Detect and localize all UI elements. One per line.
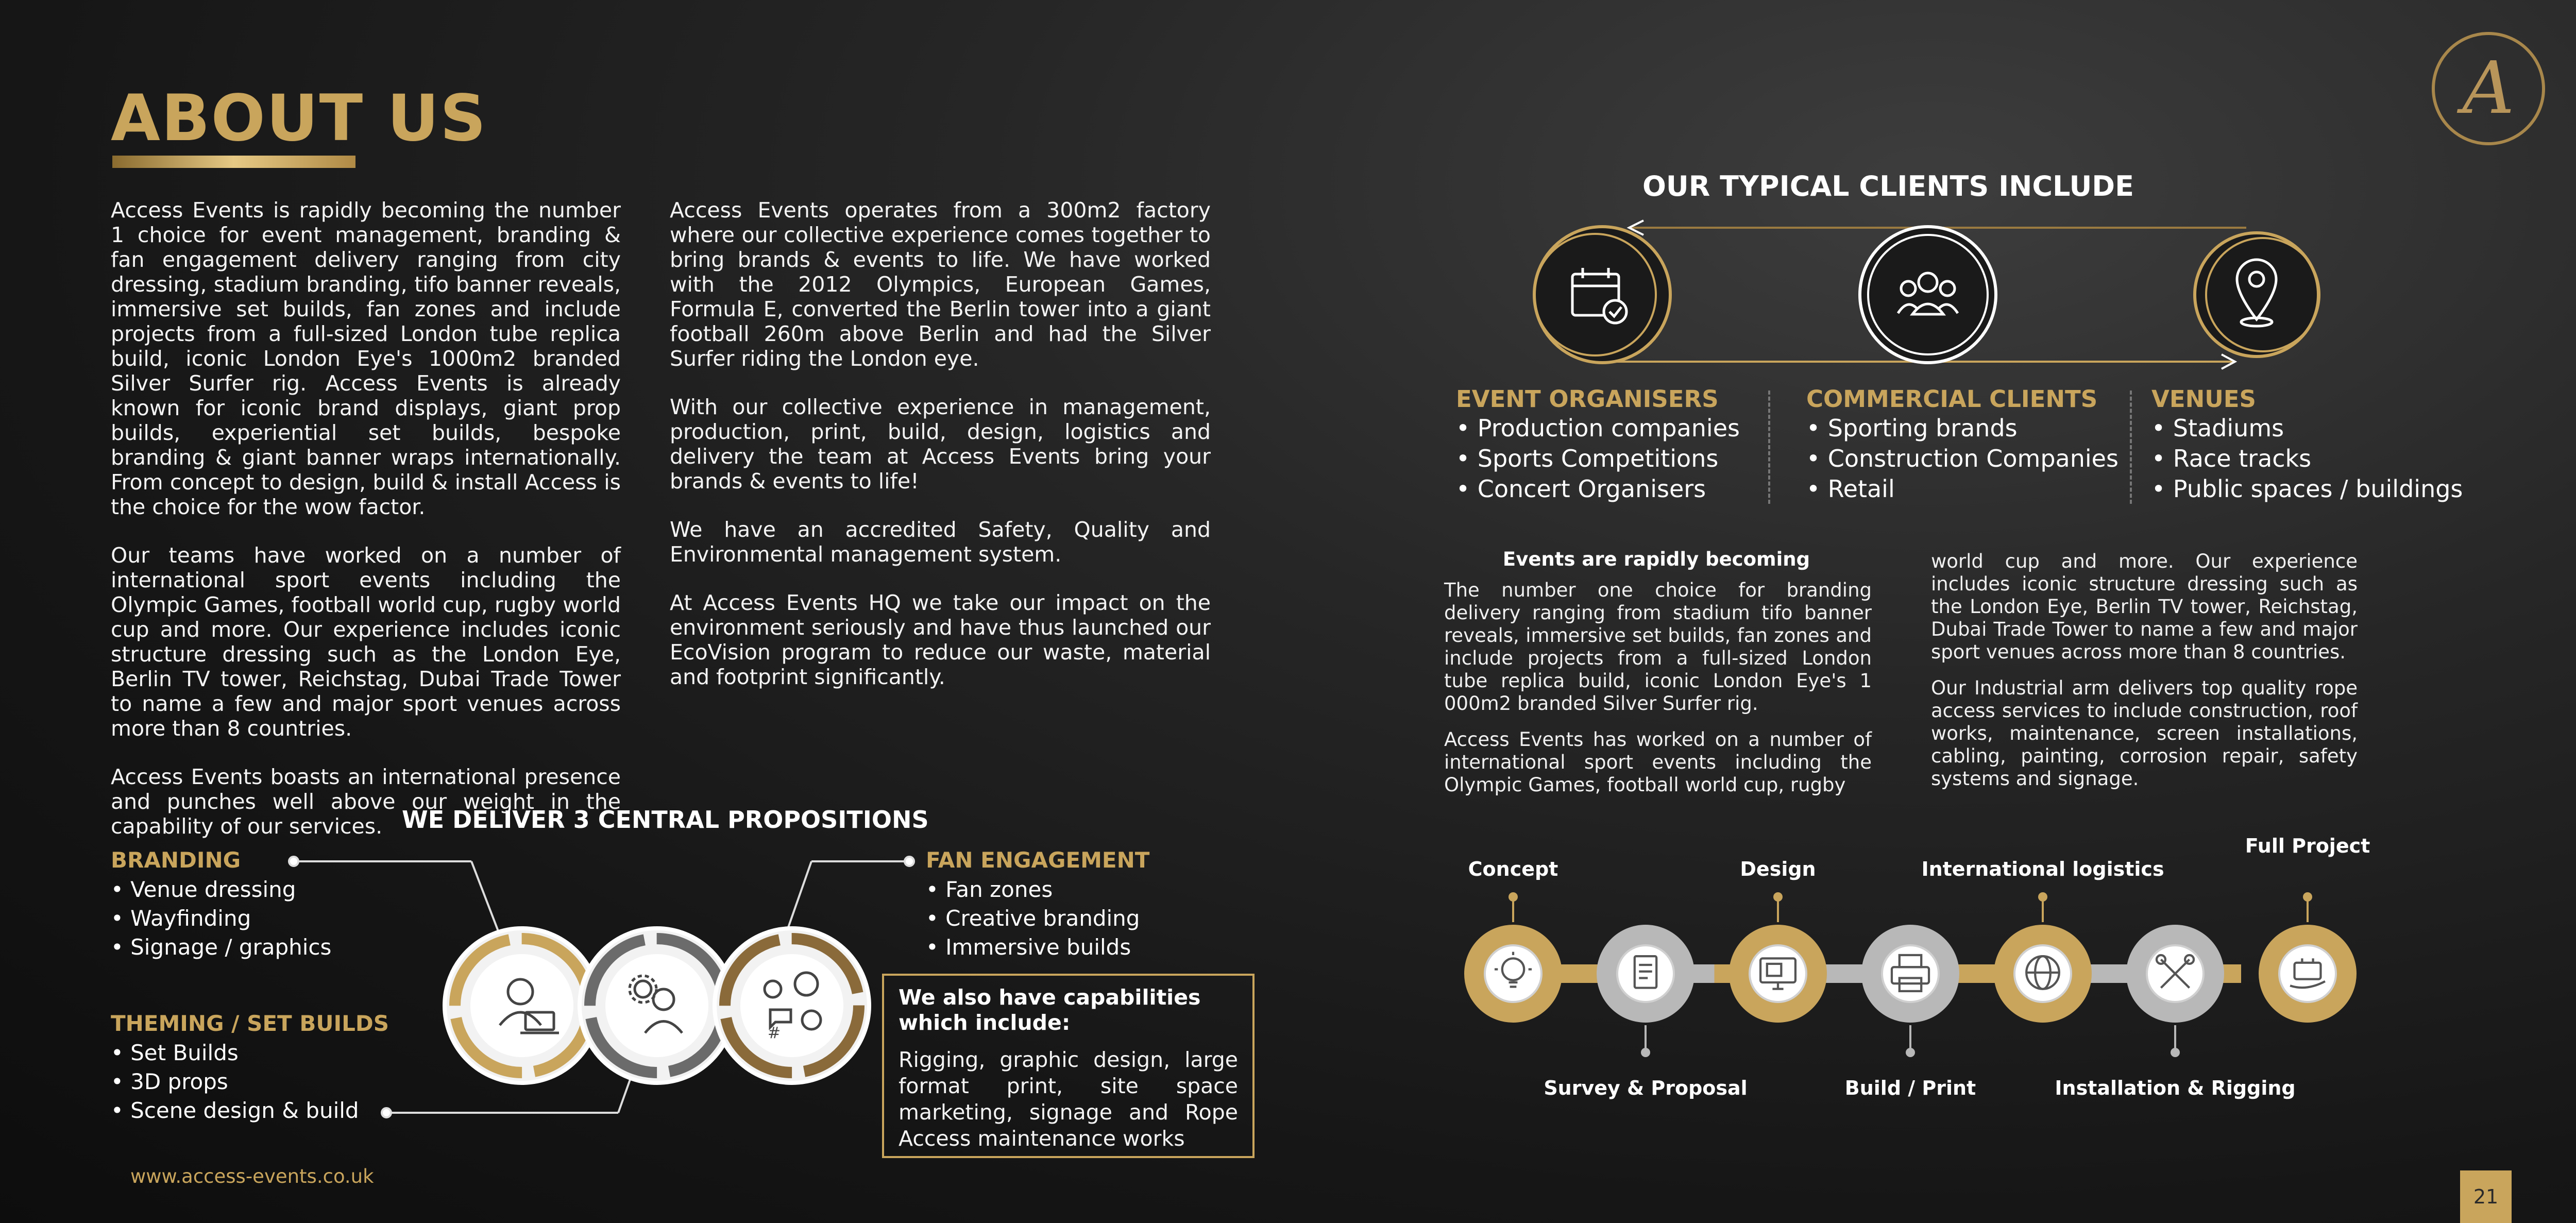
step-connector-dot	[1641, 1048, 1650, 1057]
group-divider	[2130, 390, 2132, 504]
globe-icon	[2015, 946, 2070, 1001]
process-step-label: Installation & Rigging	[2055, 1077, 2296, 1099]
step-connector-dot	[2171, 1048, 2180, 1057]
events-paragraph: Our Industrial arm delivers top quality rope access services to include construction, roof works, maintenance, screen installations, cabling, painting, corrosion repair, safety systems and signage.	[1931, 677, 2358, 790]
logo-letter: A	[2462, 46, 2515, 130]
group-heading: COMMERCIAL CLIENTS	[1806, 385, 2098, 413]
client-group-event-organisers	[1456, 385, 1765, 504]
capabilities-text: Rigging, graphic design, large format print, site space marketing, signage and Rope Access maintenance works	[899, 1047, 1238, 1151]
propositions-diagram	[278, 835, 948, 1133]
fan-engagement-block	[926, 847, 1261, 962]
about-paragraph: With our collective experience in management, production, print, build, design, logistics and delivery the team at Access Events bring your brands & events to life!	[670, 395, 1211, 494]
process-step-label: Build / Print	[1844, 1077, 1976, 1099]
branding-circle	[445, 928, 599, 1083]
step-connector	[1645, 1025, 1647, 1051]
list-item: • Stadiums	[2151, 413, 2471, 444]
list-item: • Construction Companies	[1806, 444, 2126, 474]
list-item: • Immersive builds	[926, 933, 1261, 962]
about-paragraph: Access Events is rapidly becoming the number 1 choice for event management, branding & fan engagement delivery ranging from city dressing, stadium branding, tifo banner reveals, immersive set builds, fan zones and include projects from a full-sized London tube replica build, iconic London Eye's 1000m2 branded Silver Surfer rig. Access Events is already known for iconic brand displays, giant prop builds, experiential set builds, bespoke branding & giant banner wraps internationally. From concept to design, build & install Access is the choice for the wow factor.	[111, 198, 621, 519]
process-step-inner	[1484, 944, 1543, 1003]
process-step-inner	[1749, 944, 1807, 1003]
step-connector-dot	[2303, 892, 2312, 902]
hand-icon	[2280, 946, 2335, 1001]
document-icon	[1618, 946, 1673, 1001]
printer-icon	[1883, 946, 1938, 1001]
page-number: 21	[2473, 1185, 2499, 1208]
group-heading: EVENT ORGANISERS	[1456, 385, 1719, 413]
list-item: • Set Builds	[111, 1039, 471, 1067]
process-step	[1729, 925, 1827, 1023]
list-item: • Wayfinding	[111, 904, 420, 933]
page-number-badge	[2460, 1170, 2512, 1223]
list-item: • Retail	[1806, 474, 2126, 504]
events-column-2	[1931, 550, 2358, 804]
fan-engagement-list	[926, 875, 1261, 962]
process-step-label: Concept	[1468, 858, 1558, 880]
process-step	[1464, 925, 1562, 1023]
title-underline	[112, 156, 355, 168]
branding-heading: BRANDING	[111, 847, 241, 873]
process-step-inner	[1616, 944, 1675, 1003]
group-list	[1456, 413, 1765, 504]
process-step-inner	[2146, 944, 2205, 1003]
process-step-label: International logistics	[1921, 858, 2164, 880]
list-item: • Scene design & build	[111, 1096, 471, 1125]
list-item: • Public spaces / buildings	[2151, 474, 2471, 504]
events-paragraph: Access Events has worked on a number of international sport events including the Olympic Games, football world cup, rugby	[1444, 728, 1872, 796]
theming-circle	[580, 928, 734, 1083]
events-heading: Events are rapidly becoming	[1502, 548, 1810, 570]
clients-title: OUR TYPICAL CLIENTS INCLUDE	[1642, 170, 2134, 202]
process-step	[1861, 925, 1959, 1023]
process-step-inner	[1881, 944, 1940, 1003]
venues-circle	[2195, 233, 2319, 356]
svg-text:#: #	[768, 1024, 781, 1042]
list-item: • Creative branding	[926, 904, 1261, 933]
step-connector-dot	[2038, 892, 2047, 902]
monitor-icon	[1751, 946, 1805, 1001]
group-list	[2151, 413, 2471, 504]
group-heading: VENUES	[2151, 385, 2256, 413]
events-paragraph: world cup and more. Our experience includes iconic structure dressing such as the London Eye, Berlin TV tower, Reichstag, Dubai Trade Tower to name a few and major sport venues across more than 8 countries.	[1931, 550, 2358, 663]
list-item: • Venue dressing	[111, 875, 420, 904]
event-organisers-circle	[1534, 227, 1670, 363]
step-connector	[1909, 1025, 1911, 1051]
about-column-2	[670, 198, 1211, 713]
process-step-inner	[2013, 944, 2072, 1003]
about-paragraph: We have an accredited Safety, Quality and Environmental management system.	[670, 517, 1211, 567]
list-item: • Sports Competitions	[1456, 444, 1765, 474]
process-step-label: Design	[1740, 858, 1816, 880]
website-link[interactable]: www.access-events.co.uk	[130, 1165, 374, 1187]
events-paragraph: The number one choice for branding delivery ranging from stadium tifo banner reveals, immersive set builds, fan zones and include projects from a full-sized London tube replica build, iconic London Eye's 1 000m2 branded Silver Surfer rig.	[1444, 579, 1872, 715]
list-item: • Concert Organisers	[1456, 474, 1765, 504]
process-step	[1597, 925, 1694, 1023]
capabilities-heading: We also have capabilities which include:	[899, 985, 1201, 1035]
client-group-venues	[2151, 385, 2471, 504]
propositions-title: WE DELIVER 3 CENTRAL PROPOSITIONS	[402, 806, 929, 834]
group-list	[1806, 413, 2126, 504]
step-connector	[2174, 1025, 2176, 1051]
capabilities-box	[882, 974, 1255, 1158]
lightbulb-icon	[1486, 946, 1540, 1001]
clients-cycle-diagram	[1515, 216, 2339, 381]
about-paragraph: Access Events boasts an international presence and punches well above our weight in the capability of our services.	[111, 765, 621, 839]
step-connector-dot	[1509, 892, 1518, 902]
process-step-label: Survey & Proposal	[1544, 1077, 1748, 1099]
list-item: • Fan zones	[926, 875, 1261, 904]
process-step	[2259, 925, 2357, 1023]
list-item: • Sporting brands	[1806, 413, 2126, 444]
events-column-1	[1444, 579, 1872, 810]
process-step	[1994, 925, 2092, 1023]
about-paragraph: Access Events operates from a 300m2 factory where our collective experience comes together to bring brands & events to life. We have worked with the 2012 Olympics, European Games, Formula E, converted the Berlin tower into a giant football 260m above Berlin and had the Silver Surfer riding the London eye.	[670, 198, 1211, 371]
group-divider	[1768, 390, 1770, 504]
process-step-inner	[2278, 944, 2337, 1003]
list-item: • Production companies	[1456, 413, 1765, 444]
tools-icon	[2148, 946, 2202, 1001]
process-timeline	[1453, 835, 2380, 1118]
about-paragraph: At Access Events HQ we take our impact on the environment seriously and have thus launched our EcoVision program to reduce our waste, material and footprint significantly.	[670, 590, 1211, 689]
process-step-label: Full Project	[2245, 835, 2370, 857]
fan-engagement-circle	[715, 928, 869, 1083]
about-us-title: ABOUT US	[111, 81, 487, 156]
list-item: • Signage / graphics	[111, 933, 420, 962]
fan-engagement-heading: FAN ENGAGEMENT	[926, 847, 1150, 873]
theming-heading: THEMING / SET BUILDS	[111, 1011, 389, 1036]
step-connector-dot	[1906, 1048, 1915, 1057]
list-item: • 3D props	[111, 1067, 471, 1096]
about-column-1	[111, 198, 621, 862]
about-paragraph: Our teams have worked on a number of international sport events including the Olympic Games, football world cup, rugby world cup and more. Our experience includes iconic structure dressing such as the London Eye, Berlin TV tower, Reichstag, Dubai Trade Tower to name a few and major sport venues across more than 8 countries.	[111, 543, 621, 741]
logo	[2432, 32, 2545, 145]
client-group-commercial	[1806, 385, 2126, 504]
list-item: • Race tracks	[2151, 444, 2471, 474]
step-connector-dot	[1773, 892, 1783, 902]
commercial-clients-circle	[1860, 227, 1996, 363]
process-step	[2126, 925, 2224, 1023]
